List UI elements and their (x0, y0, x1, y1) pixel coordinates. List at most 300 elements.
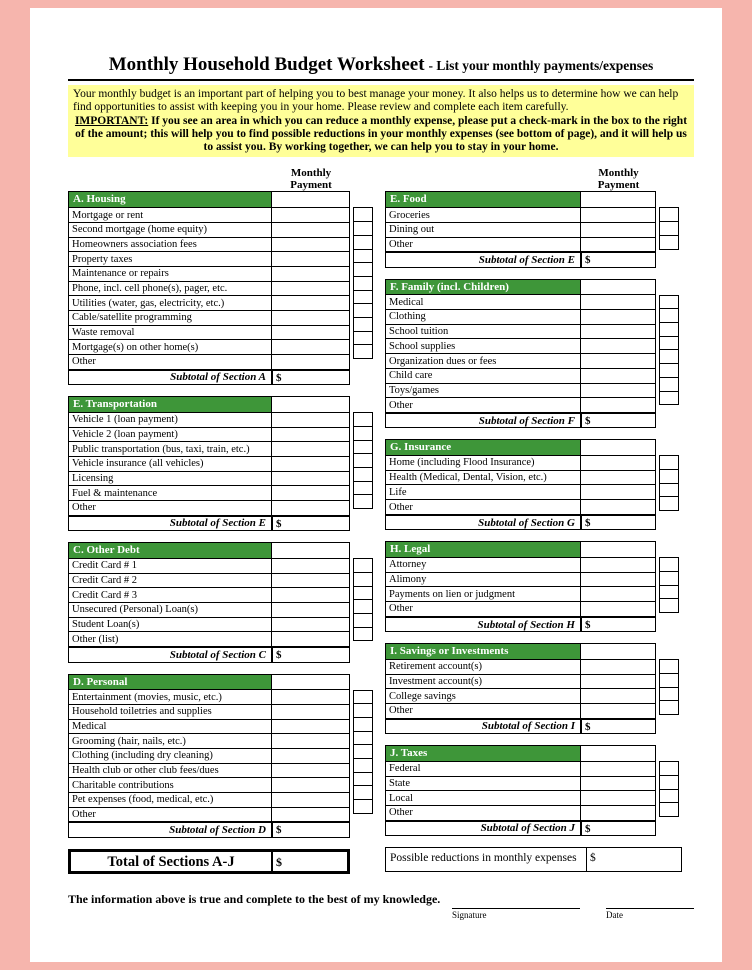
payment-cell[interactable] (580, 485, 655, 499)
expense-row (386, 207, 655, 222)
worksheet-columns (68, 167, 694, 873)
subtotal-label: Subtotal of Section D (169, 824, 266, 837)
expense-row (386, 572, 655, 587)
payment-cell[interactable] (271, 705, 349, 719)
expense-label: Student Loan(s) (72, 619, 140, 631)
section-title: H. Legal (386, 542, 580, 557)
expense-label: Other (389, 603, 413, 615)
section-title: J. Taxes (386, 746, 580, 761)
subtotal-row (386, 616, 655, 632)
reduce-checkbox[interactable] (659, 483, 679, 498)
reduce-checkbox[interactable] (659, 775, 679, 790)
payment-cell[interactable] (580, 208, 655, 222)
expense-row (69, 573, 349, 588)
payment-cell[interactable] (271, 340, 349, 354)
section-g-insurance (385, 439, 682, 530)
reduce-checkbox[interactable] (353, 703, 373, 718)
subtotal-row (386, 514, 655, 530)
payment-cell[interactable] (271, 764, 349, 778)
expense-label: College savings (389, 690, 456, 702)
reduce-checkbox[interactable] (353, 467, 373, 482)
reduce-checkbox[interactable] (659, 557, 679, 572)
header-payment-cell (580, 192, 655, 207)
payment-cell[interactable] (271, 457, 349, 471)
expense-label: School supplies (389, 340, 456, 352)
expense-label: Public transportation (bus, taxi, train, etc.) (72, 443, 250, 455)
expense-label: Clothing (including dry cleaning) (72, 750, 213, 762)
expense-label: Other (389, 807, 413, 819)
reduce-checkbox[interactable] (659, 295, 679, 310)
reduce-checkbox[interactable] (659, 598, 679, 613)
payment-cell[interactable] (580, 777, 655, 791)
expense-label: Payments on lien or judgment (389, 588, 515, 600)
payment-cell[interactable] (271, 574, 349, 588)
monthly-payment-line2: Payment (290, 178, 332, 191)
expense-row (386, 309, 655, 324)
expense-label: Property taxes (72, 253, 133, 265)
reduce-checkbox[interactable] (353, 558, 373, 573)
reduce-checkbox[interactable] (353, 440, 373, 455)
section-header-row (386, 192, 655, 207)
reduce-checkbox[interactable] (659, 391, 679, 406)
payment-cell[interactable] (271, 252, 349, 266)
expense-row (69, 719, 349, 734)
left-column (68, 167, 373, 873)
subtotal-amount-cell[interactable]: $ (271, 648, 349, 662)
payment-cell[interactable] (271, 326, 349, 340)
expense-label: Vehicle insurance (all vehicles) (72, 458, 204, 470)
payment-cell[interactable] (580, 325, 655, 339)
checkbox-column (659, 455, 679, 511)
reductions-amount-cell[interactable]: $ (586, 848, 681, 871)
payment-cell[interactable] (271, 472, 349, 486)
reduce-checkbox[interactable] (353, 344, 373, 359)
expense-row (386, 703, 655, 718)
subtotal-amount-cell[interactable]: $ (580, 516, 655, 530)
section-table (385, 439, 656, 530)
expense-label: Fuel & maintenance (72, 487, 158, 499)
payment-cell[interactable] (271, 311, 349, 325)
reduce-checkbox[interactable] (353, 744, 373, 759)
expense-row (69, 354, 349, 369)
reduce-checkbox[interactable] (353, 262, 373, 277)
total-amount-cell[interactable]: $ (271, 852, 347, 871)
expense-label: Grooming (hair, nails, etc.) (72, 735, 186, 747)
expense-label: Toys/games (389, 384, 440, 396)
expense-label: Vehicle 1 (loan payment) (72, 414, 178, 426)
expense-row (69, 237, 349, 252)
payment-cell[interactable] (580, 471, 655, 485)
reduce-checkbox[interactable] (353, 303, 373, 318)
payment-cell[interactable] (580, 660, 655, 674)
payment-cell[interactable] (580, 500, 655, 514)
reduce-checkbox[interactable] (353, 453, 373, 468)
reduce-checkbox[interactable] (659, 235, 679, 250)
payment-cell[interactable] (580, 675, 655, 689)
expense-label: Investment account(s) (389, 676, 483, 688)
expense-row (69, 310, 349, 325)
expense-row (386, 659, 655, 674)
section-header-row (69, 543, 349, 558)
subtotal-label: Subtotal of Section G (478, 516, 575, 529)
payment-cell[interactable] (271, 238, 349, 252)
expense-row (69, 807, 349, 822)
expense-row (69, 325, 349, 340)
expense-row (386, 397, 655, 412)
expense-row (386, 761, 655, 776)
expense-row (69, 281, 349, 296)
subtotal-row (69, 369, 349, 385)
left-sections (68, 191, 373, 837)
expense-label: Vehicle 2 (loan payment) (72, 428, 178, 440)
expense-row (386, 790, 655, 805)
expense-row (69, 295, 349, 310)
reduce-checkbox[interactable] (353, 494, 373, 509)
header-payment-cell (580, 440, 655, 455)
expense-row (69, 733, 349, 748)
subtotal-amount-cell[interactable]: $ (580, 618, 655, 632)
payment-cell[interactable] (271, 778, 349, 792)
payment-cell[interactable] (580, 310, 655, 324)
section-header-row (69, 192, 349, 207)
expense-row (69, 339, 349, 354)
monthly-payment-line1: Monthly (290, 167, 332, 180)
subtotal-label: Subtotal of Section I (481, 720, 575, 733)
reduce-checkbox[interactable] (353, 235, 373, 250)
expense-row (69, 704, 349, 719)
expense-label: Health (Medical, Dental, Vision, etc.) (389, 472, 547, 484)
monthly-payment-label (581, 168, 656, 191)
payment-cell[interactable] (580, 369, 655, 383)
checkbox-column (659, 207, 679, 249)
page-title (68, 54, 694, 81)
payment-cell[interactable] (271, 632, 349, 646)
reduce-checkbox[interactable] (659, 322, 679, 337)
section-title: I. Savings or Investments (386, 644, 580, 659)
expense-label: Other (389, 501, 413, 513)
expense-row (386, 324, 655, 339)
expense-row (69, 631, 349, 646)
subtotal-amount-cell[interactable]: $ (271, 517, 349, 531)
reduce-checkbox[interactable] (353, 276, 373, 291)
right-column (385, 167, 682, 873)
expense-row (69, 485, 349, 500)
expense-row (386, 499, 655, 514)
payment-cell[interactable] (271, 808, 349, 822)
right-column-header (385, 167, 682, 191)
payment-cell[interactable] (271, 355, 349, 369)
monthly-payment-line1: Monthly (598, 167, 639, 180)
date-line[interactable] (606, 899, 694, 909)
reduce-checkbox[interactable] (353, 481, 373, 496)
expense-label: Entertainment (movies, music, etc.) (72, 691, 222, 703)
reduce-checkbox[interactable] (659, 659, 679, 674)
total-row (68, 849, 350, 874)
expense-row (69, 471, 349, 486)
subtotal-amount-cell[interactable]: $ (271, 371, 349, 385)
subtotal-row (386, 820, 655, 836)
payment-cell[interactable] (271, 208, 349, 222)
section-header-row (386, 644, 655, 659)
signature-area (452, 888, 694, 920)
expense-label: Dining out (389, 224, 435, 236)
subtotal-amount-cell[interactable]: $ (271, 823, 349, 837)
reduce-checkbox[interactable] (659, 789, 679, 804)
expense-row (386, 805, 655, 820)
section-e-food (385, 191, 682, 267)
payment-cell[interactable] (271, 749, 349, 763)
affirmation-statement: The information above is true and complete to the best of my knowledge. (68, 891, 441, 906)
expense-label: Clothing (389, 311, 426, 323)
intro-box (68, 85, 694, 157)
header-payment-cell (580, 746, 655, 761)
reduce-checkbox[interactable] (659, 571, 679, 586)
payment-cell[interactable] (580, 558, 655, 572)
reduce-checkbox[interactable] (659, 336, 679, 351)
reduce-checkbox[interactable] (659, 496, 679, 511)
section-title: F. Family (incl. Children) (386, 280, 580, 295)
reduce-checkbox[interactable] (353, 785, 373, 800)
expense-row (69, 207, 349, 222)
expense-row (386, 674, 655, 689)
date-block (606, 899, 694, 920)
reduce-checkbox[interactable] (353, 412, 373, 427)
signature-label: Signature (452, 909, 487, 920)
payment-cell[interactable] (271, 501, 349, 515)
expense-row (386, 455, 655, 470)
section-header-row (69, 675, 349, 690)
expense-row (69, 617, 349, 632)
expense-label: Unsecured (Personal) Loan(s) (72, 604, 198, 616)
payment-cell[interactable] (580, 587, 655, 601)
reduce-checkbox[interactable] (353, 690, 373, 705)
header-payment-cell (580, 542, 655, 557)
expense-label: Other (list) (72, 633, 119, 645)
expense-label: Mortgage(s) on other home(s) (72, 341, 199, 353)
subtotal-label: Subtotal of Section A (170, 371, 266, 384)
reduce-checkbox[interactable] (353, 799, 373, 814)
checkbox-column (659, 761, 679, 817)
subtotal-amount-cell[interactable]: $ (580, 822, 655, 836)
expense-label: Organization dues or fees (389, 355, 497, 367)
reduce-checkbox[interactable] (659, 207, 679, 222)
header-payment-cell (271, 397, 349, 412)
payment-cell[interactable] (271, 559, 349, 573)
reduce-checkbox[interactable] (353, 717, 373, 732)
expense-row (69, 748, 349, 763)
expense-row (69, 441, 349, 456)
section-title: C. Other Debt (69, 543, 271, 558)
subtotal-label: Subtotal of Section E (169, 517, 266, 530)
payment-cell[interactable] (271, 734, 349, 748)
payment-cell[interactable] (271, 690, 349, 704)
expense-row (386, 294, 655, 309)
expense-label: Other (389, 399, 413, 411)
payment-cell[interactable] (580, 689, 655, 703)
expense-label: Credit Card # 2 (72, 574, 138, 586)
expense-row (69, 222, 349, 237)
payment-cell[interactable] (580, 791, 655, 805)
payment-cell[interactable] (271, 267, 349, 281)
payment-cell[interactable] (271, 603, 349, 617)
expense-label: Cable/satellite programming (72, 312, 192, 324)
expense-label: Life (389, 486, 407, 498)
section-j-taxes (385, 745, 682, 836)
expense-row (386, 353, 655, 368)
reduce-checkbox[interactable] (353, 627, 373, 642)
reduce-checkbox[interactable] (353, 221, 373, 236)
checkbox-column (353, 207, 373, 359)
reductions-label: Possible reductions in monthly expenses (390, 852, 577, 865)
payment-cell[interactable] (271, 486, 349, 500)
reduce-checkbox[interactable] (353, 426, 373, 441)
payment-cell[interactable] (271, 793, 349, 807)
reduce-checkbox[interactable] (353, 758, 373, 773)
subtotal-label: Subtotal of Section E (478, 253, 575, 266)
reduce-checkbox[interactable] (353, 207, 373, 222)
subtotal-row (69, 515, 349, 531)
expense-label: Federal (389, 763, 421, 775)
payment-cell[interactable] (580, 384, 655, 398)
reduce-checkbox[interactable] (353, 572, 373, 587)
payment-cell[interactable] (580, 354, 655, 368)
section-a-housing (68, 191, 373, 385)
reduce-checkbox[interactable] (659, 700, 679, 715)
reduce-checkbox[interactable] (353, 249, 373, 264)
intro-text: Your monthly budget is an important part of helping you to best manage your money. It also helps us to determine how we can help find opportunities to assist with keeping you in your home. Please review and complete each item carefully. (73, 88, 679, 114)
expense-row (69, 602, 349, 617)
subtotal-amount-cell[interactable]: $ (580, 720, 655, 734)
expense-label: Maintenance or repairs (72, 268, 169, 280)
reduce-checkbox[interactable] (353, 331, 373, 346)
expense-row (386, 688, 655, 703)
reduce-checkbox[interactable] (659, 221, 679, 236)
checkbox-column (659, 557, 679, 613)
section-header-row (386, 542, 655, 557)
header-payment-cell (271, 192, 349, 207)
reduce-checkbox[interactable] (353, 613, 373, 628)
reduce-checkbox[interactable] (659, 585, 679, 600)
reduce-checkbox[interactable] (659, 349, 679, 364)
payment-cell[interactable] (271, 588, 349, 602)
payment-cell[interactable] (580, 704, 655, 718)
subtotal-row (386, 718, 655, 734)
reduce-checkbox[interactable] (659, 761, 679, 776)
expense-label: Local (389, 792, 413, 804)
payment-cell[interactable] (271, 720, 349, 734)
payment-cell[interactable] (271, 442, 349, 456)
expense-row (69, 777, 349, 792)
expense-row (386, 383, 655, 398)
payment-cell[interactable] (580, 762, 655, 776)
expense-row (386, 222, 655, 237)
payment-cell[interactable] (271, 413, 349, 427)
payment-cell[interactable] (271, 223, 349, 237)
payment-cell[interactable] (580, 602, 655, 616)
reduce-checkbox[interactable] (353, 317, 373, 332)
reduce-checkbox[interactable] (353, 599, 373, 614)
reduce-checkbox[interactable] (659, 469, 679, 484)
expense-label: Other (72, 502, 96, 514)
right-sections (385, 191, 682, 836)
reduce-checkbox[interactable] (659, 687, 679, 702)
reduce-checkbox[interactable] (659, 802, 679, 817)
expense-row (69, 266, 349, 281)
monthly-payment-label (272, 168, 350, 191)
section-table (385, 191, 656, 267)
payment-cell[interactable] (580, 398, 655, 412)
reduce-checkbox[interactable] (353, 772, 373, 787)
payment-cell[interactable] (580, 806, 655, 820)
expense-row (69, 763, 349, 778)
payment-cell[interactable] (580, 295, 655, 309)
signature-line[interactable] (452, 899, 580, 909)
expense-label: Second mortgage (home equity) (72, 224, 208, 236)
section-table (68, 542, 350, 662)
reduce-checkbox[interactable] (353, 731, 373, 746)
section-e-transportation (68, 396, 373, 531)
expense-label: Phone, incl. cell phone(s), pager, etc. (72, 282, 228, 294)
payment-cell[interactable] (271, 428, 349, 442)
expense-label: Alimony (389, 574, 427, 586)
checkbox-column (353, 558, 373, 641)
reduce-checkbox[interactable] (659, 455, 679, 470)
important-label: IMPORTANT: (74, 114, 149, 127)
reductions-row (385, 847, 682, 872)
expense-label: Mortgage or rent (72, 209, 144, 221)
payment-cell[interactable] (271, 282, 349, 296)
payment-cell[interactable] (271, 296, 349, 310)
expense-label: Licensing (72, 473, 114, 485)
section-table (385, 745, 656, 836)
signature-block (452, 899, 580, 920)
reduce-checkbox[interactable] (353, 586, 373, 601)
expense-row (386, 470, 655, 485)
payment-cell[interactable] (580, 238, 655, 252)
reduce-checkbox[interactable] (659, 363, 679, 378)
expense-label: Other (389, 705, 413, 717)
header-payment-cell (271, 543, 349, 558)
reduce-checkbox[interactable] (659, 673, 679, 688)
date-label: Date (606, 909, 623, 920)
expense-label: Child care (389, 370, 433, 382)
section-title: E. Transportation (69, 397, 271, 412)
section-table (385, 279, 656, 429)
subtotal-row (386, 251, 655, 267)
expense-row (386, 237, 655, 252)
payment-cell[interactable] (580, 573, 655, 587)
payment-cell[interactable] (580, 223, 655, 237)
expense-label: Medical (72, 720, 107, 732)
expense-row (386, 557, 655, 572)
payment-cell[interactable] (580, 456, 655, 470)
subtotal-amount-cell[interactable]: $ (580, 414, 655, 428)
expense-row (69, 689, 349, 704)
expense-row (69, 427, 349, 442)
reduce-checkbox[interactable] (659, 308, 679, 323)
section-d-personal (68, 674, 373, 838)
payment-cell[interactable] (271, 618, 349, 632)
payment-cell[interactable] (580, 339, 655, 353)
reduce-checkbox[interactable] (353, 290, 373, 305)
expense-label: Pet expenses (food, medical, etc.) (72, 794, 214, 806)
expense-label: Other (72, 809, 96, 821)
expense-row (386, 776, 655, 791)
expense-label: Health club or other club fees/dues (72, 765, 219, 777)
expense-label: Attorney (389, 559, 427, 571)
reduce-checkbox[interactable] (659, 377, 679, 392)
subtotal-amount-cell[interactable]: $ (580, 253, 655, 267)
